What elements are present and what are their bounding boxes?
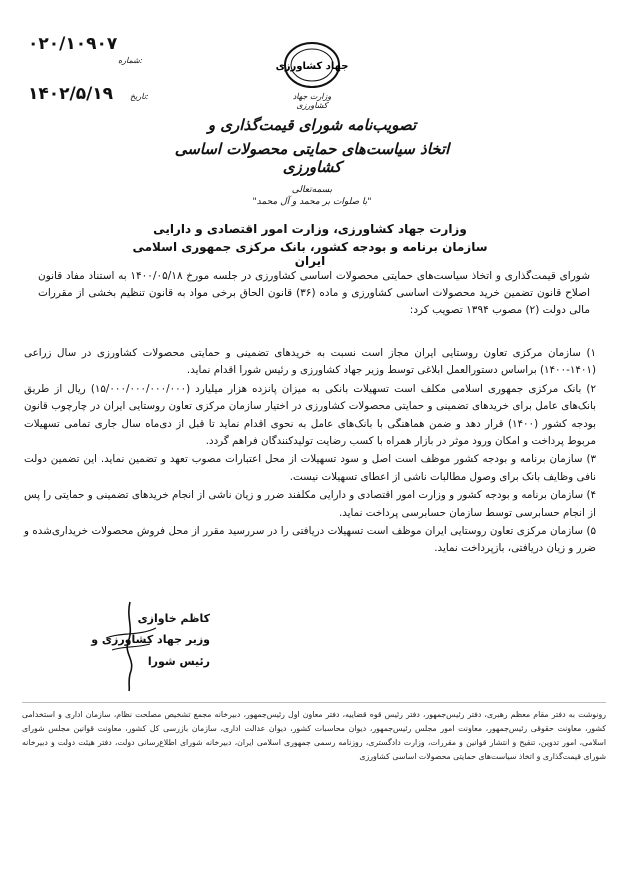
clause-item: ۴) سازمان برنامه و بودجه کشور و وزارت امور اقتصادی و دارایی مکلفند ضرر و زیان ناشی از انجام خریدهای تضمینی و حمایتی را پس از انجام حسابرسی توسط سازمان حسابرسی پرداخت نماید. bbox=[24, 489, 596, 519]
document-number-label: شماره: bbox=[118, 56, 143, 65]
clause-item: ۳) سازمان برنامه و بودجه کشور موظف است اصل و سود تسهیلات از محل اعتبارات مصوب تعهد و تضمین نماید. این تضمین دولت نافی وظایف بانک برای وصول مطالبات ناشی از اعطای تسهیلات نیست. bbox=[24, 453, 596, 483]
logo-wordmark: جهاد کشاورزی bbox=[275, 61, 349, 72]
clause-item: ۲) بانک مرکزی جمهوری اسلامی مکلف است تسهیلات بانکی به میزان پانزده هزار میلیارد (۱۵/۰۰۰/۰۰۰/۰۰۰/۰۰۰) ریال از طریق بانک‌های عامل برای خریدهای تضمینی و حمایتی محصولات کشاورزی در اختیار سازمان مرکزی تعاون روستایی ایران در چارچوب قانون بودجه کشور (۱۴۰۰) قرار دهد و ضمن هماهنگی با بانک‌های عامل به نحوی اقدام نماید تا قبل از دی‌ماه سال جاری تمامی تسهیلات مربوط پرداخت و امکان ورود موثر در بازار همراه با کسب رضایت تولیدکنندگان فراهم گردد. bbox=[24, 382, 596, 448]
recipients-line2: سازمان برنامه و بودجه کشور، بانک مرکزی جمهوری اسلامی ایران bbox=[132, 240, 488, 268]
decree-title-line1: تصویب‌نامه شورای قیمت‌گذاری و bbox=[207, 116, 417, 134]
document-date-label: تاریخ: bbox=[130, 92, 149, 101]
footer-divider bbox=[22, 702, 606, 703]
ministry-logo bbox=[275, 40, 349, 90]
document-number-value: ۰۲۰/۱۰۹۰۷ bbox=[28, 34, 118, 54]
clause-list bbox=[24, 345, 596, 559]
signatory-title-2: رئیس شورا bbox=[147, 655, 210, 668]
document-number bbox=[28, 34, 117, 54]
document-date-value: ۱۴۰۲/۵/۱۹ bbox=[28, 84, 114, 104]
clause-item: ۵) سازمان مرکزی تعاون روستایی ایران موظف است تسهیلات دریافتی را در سررسید مقرر از محل فروش محصولات خریداری‌شده و ضرر و زیان دریافتی، بازپرداخت نماید. bbox=[24, 525, 596, 555]
basmala: بسمه‌تعالی bbox=[291, 185, 333, 195]
signatory-title: وزیر جهاد کشاورزی و bbox=[91, 633, 210, 646]
clause-item: ۱) سازمان مرکزی تعاون روستایی ایران مجاز است نسبت به خریدهای تضمینی و حمایتی محصولات کشاورزی در سال زراعی (۱۴۰۱-۱۴۰۰) براساس دستورالعمل ابلاغی توسط وزیر جهاد کشاورزی و رئیس شورا اقدام نماید. bbox=[24, 347, 596, 377]
document-date bbox=[28, 84, 113, 104]
signatory-name: کاظم خاوازی bbox=[137, 612, 210, 625]
intro-paragraph: شورای قیمت‌گذاری و اتخاذ سیاست‌های حمایتی محصولات اساسی کشاورزی در جلسه مورخ ۱۴۰۰/۰۵/۱۸ به استناد مفاد قانون اصلاح قانون تضمین خرید محصولات اساسی کشاورزی و ماده (۳۶) قانون الحاق برخی مواد به قانون تنظیم بخشی از مقررات مالی دولت (۲) مصوب ۱۳۹۴ تصویب کرد: bbox=[38, 270, 591, 316]
decree-title-line2: اتخاذ سیاست‌های حمایتی محصولات اساسی کشاورزی bbox=[174, 140, 450, 176]
cc-list: رونوشت به دفتر مقام معظم رهبری، دفتر رئیس‌جمهور، دفتر رئیس قوه قضاییه، دفتر معاون اول رئیس‌جمهور، دبیرخانه مجمع تشخیص مصلحت نظام، سازمان اداری و استخدامی کشور، معاونت حقوقی رئیس‌جمهور، معاونت امور مجلس رئیس‌جمهور، دیوان محاسبات کشور، دیوان عدالت اداری، سازمان بازرسی کل کشور، معاونت قوانین مجلس شورای اسلامی، امور تدوین، تنقیح و انتشار قوانین و مقررات، وزارت دادگستری، روزنامه رسمی جمهوری اسلامی ایران، دبیرخانه شورای اطلاع‌رسانی دولت، دفتر هیئت دولت و دبیرخانه شورای قیمت‌گذاری و اتخاذ سیاست‌های حمایتی محصولات اساسی کشاورزی bbox=[22, 710, 606, 761]
salawat: "با صلوات بر محمد و آل محمد" bbox=[252, 197, 372, 207]
ministry-caption: وزارت جهاد کشاورزی bbox=[292, 92, 332, 110]
recipients-line1: وزارت جهاد کشاورزی، وزارت امور اقتصادی و دارایی bbox=[153, 222, 467, 236]
